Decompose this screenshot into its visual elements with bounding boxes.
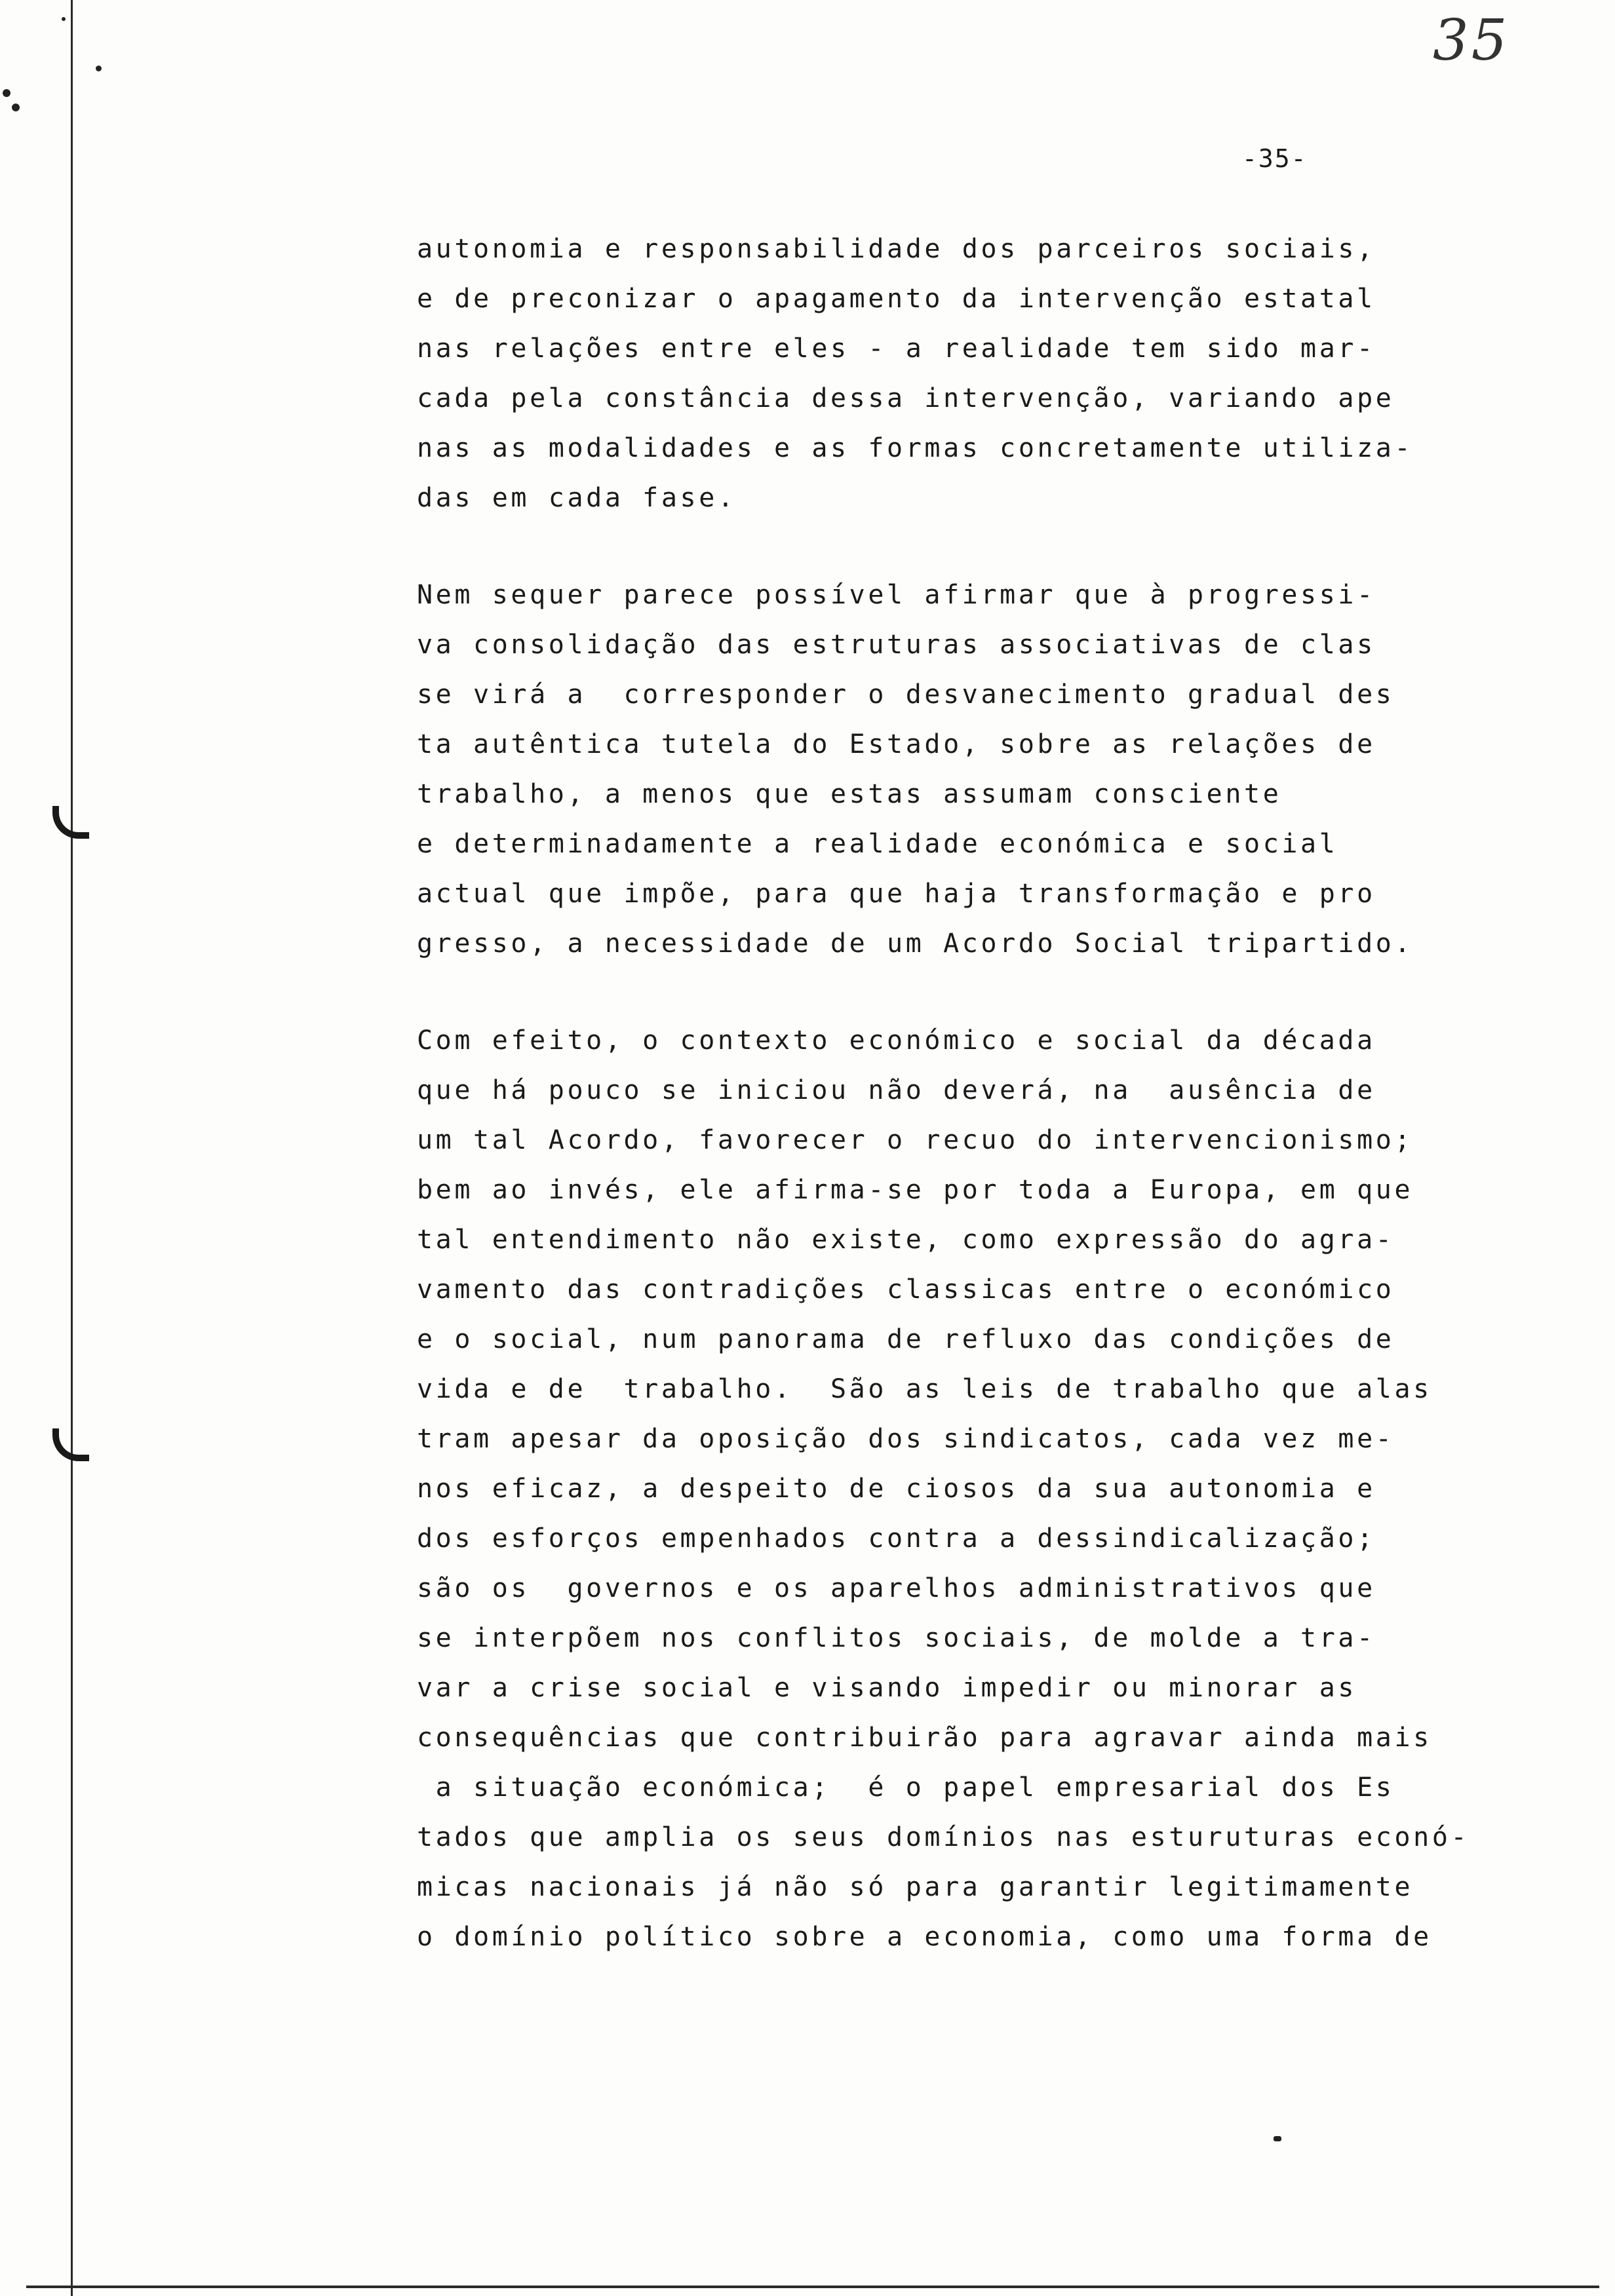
scan-speck [12, 104, 20, 111]
text-line: são os governos e os aparelhos administrativos que [417, 1573, 1376, 1603]
punch-hole-mark [52, 1428, 89, 1461]
binding-margin-line [71, 0, 73, 2296]
text-line: tal entendimento não existe, como expressão do agra- [417, 1225, 1395, 1255]
text-line: um tal Acordo, favorecer o recuo do intervencionismo; [417, 1125, 1414, 1155]
paragraph-3 [417, 1016, 1470, 1962]
text-line: tram apesar da oposição dos sindicatos, cada vez me- [417, 1424, 1395, 1454]
text-line: Com efeito, o contexto económico e social da década [417, 1025, 1376, 1056]
text-line: a situação económica; é o papel empresarial dos Es [417, 1772, 1395, 1803]
text-line: nos eficaz, a despeito de ciosos da sua autonomia e [417, 1474, 1376, 1504]
text-line: se interpõem nos conflitos sociais, de molde a tra- [417, 1623, 1376, 1653]
text-line: bem ao invés, ele afirma-se por toda a Europa, em que [417, 1175, 1414, 1205]
text-line: trabalho, a menos que estas assumam consciente [417, 779, 1282, 809]
text-line: e determinadamente a realidade económica e social [417, 829, 1338, 859]
text-line: cada pela constância dessa intervenção, variando ape [417, 383, 1395, 413]
text-line: e o social, num panorama de refluxo das condições de [417, 1324, 1395, 1354]
text-line: tados que amplia os seus domínios nas esturuturas econó- [417, 1822, 1470, 1852]
text-line: e de preconizar o apagamento da intervenção estatal [417, 284, 1376, 314]
page-number: -35- [1242, 144, 1308, 173]
scan-speck [3, 89, 10, 97]
text-line: nas as modalidades e as formas concretamente utiliza- [417, 433, 1414, 463]
punch-hole-mark [52, 806, 89, 839]
paragraph-1 [417, 224, 1466, 523]
bottom-edge-line [26, 2286, 1599, 2288]
text-line: se virá a corresponder o desvanecimento gradual des [417, 679, 1395, 710]
scan-speck [96, 66, 102, 71]
text-line: consequências que contribuirão para agravar ainda mais [417, 1723, 1432, 1753]
text-line: var a crise social e visando impedir ou minorar as [417, 1673, 1357, 1703]
text-line: actual que impõe, para que haja transformação e pro [417, 879, 1376, 909]
text-line: Nem sequer parece possível afirmar que à progressi- [417, 580, 1376, 610]
text-line: micas nacionais já não só para garantir legitimamente [417, 1872, 1414, 1902]
body-text [417, 224, 1470, 2009]
scan-speck [1274, 2136, 1281, 2141]
text-line: gresso, a necessidade de um Acordo Social tripartido. [417, 928, 1414, 959]
text-line: autonomia e responsabilidade dos parceiros sociais, [417, 234, 1376, 264]
text-line: ta autêntica tutela do Estado, sobre as relações de [417, 729, 1376, 759]
text-line: vamento das contradições classicas entre o económico [417, 1274, 1395, 1305]
text-line: o domínio político sobre a economia, como uma forma de [417, 1922, 1432, 1952]
handwritten-folio-number: 35 [1433, 8, 1510, 73]
text-line: vida e de trabalho. São as leis de trabalho que alas [417, 1374, 1432, 1404]
text-line: das em cada fase. [417, 483, 737, 513]
scan-speck [62, 17, 66, 21]
text-line: que há pouco se iniciou não deverá, na ausência de [417, 1075, 1376, 1105]
text-line: va consolidação das estruturas associativas de clas [417, 630, 1376, 660]
text-line: dos esforços empenhados contra a dessindicalização; [417, 1523, 1376, 1554]
text-line: nas relações entre eles - a realidade tem sido mar- [417, 334, 1376, 364]
paragraph-2 [417, 570, 1466, 968]
